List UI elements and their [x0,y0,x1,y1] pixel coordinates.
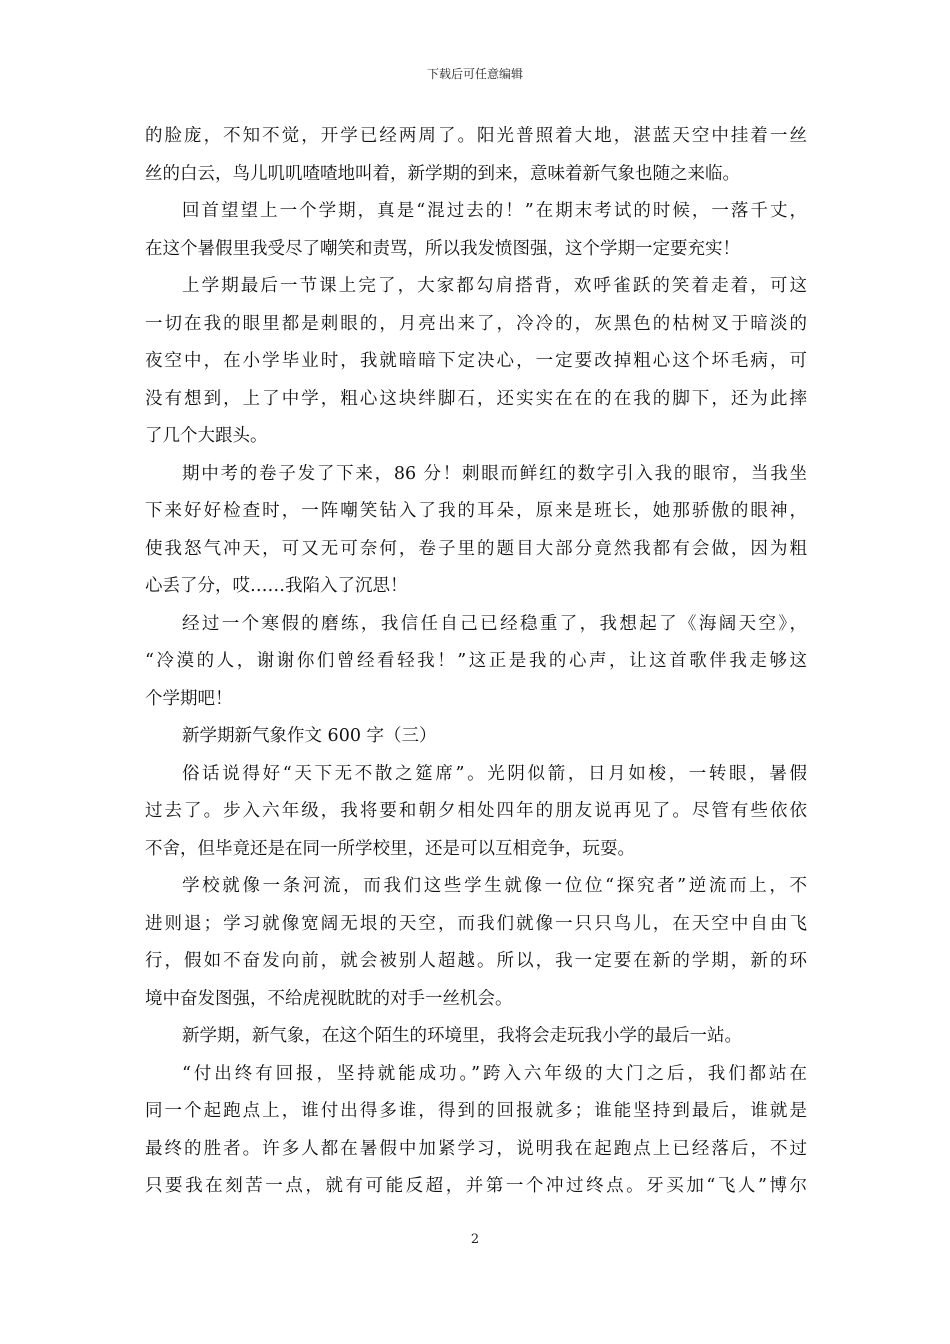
page-header: 下载后可任意编辑 [426,67,523,81]
paragraph [145,118,807,193]
text-line: “付出终有回报，坚持就能成功。”跨入六年级的大门之后，我们都站在 [182,1063,807,1084]
text-line: 在这个暑假里我受尽了嘲笑和责骂，所以我发愤图强，这个学期一定要充实！ [145,238,740,259]
paragraph [145,718,807,756]
text-line: 回首望望上一个学期，真是“混过去的！”在期末考试的时候，一落千丈， [182,201,807,221]
text-line: 只要我在刻苦一点，就有可能反超，并第一个冲过终点。牙买加“飞人”博尔 [145,1176,807,1196]
text-line: 上学期最后一节课上完了，大家都勾肩搭背，欢呼雀跃的笑着走着，可这 [182,276,807,296]
text-line: 新学期新气象作文 600 字（三） [182,726,437,746]
text-line: 的脸庞，不知不觉，开学已经两周了。阳光普照着大地，湛蓝天空中挂着一丝 [145,126,807,146]
paragraph [145,1018,807,1056]
paragraph [145,756,807,869]
text-line: 进则退；学习就像宽阔无垠的天空，而我们就像一只只鸟儿，在天空中自由飞 [145,913,807,934]
text-line: 了几个大跟头。 [145,426,268,446]
text-line: “冷漠的人，谢谢你们曾经看轻我！”这正是我的心声，让这首歌伴我走够这 [145,651,807,671]
text-line: 境中奋发图强，不给虎视眈眈的对手一丝机会。 [145,988,513,1009]
text-line: 新学期，新气象，在这个陌生的环境里，我将会走玩我小学的最后一站。 [182,1026,742,1046]
paragraph [145,1056,807,1206]
text-line: 最终的胜者。许多人都在暑假中加紧学习，说明我在起跑点上已经落后，不过 [145,1138,807,1159]
paragraph [145,193,807,268]
paragraph [145,268,807,456]
paragraph [145,606,807,719]
paragraph [145,456,807,606]
text-line: 学校就像一条河流，而我们这些学生就像一位位“探究者”逆流而上，不 [182,876,807,896]
text-line: 俗话说得好“天下无不散之筵席”。光阴似箭，日月如梭，一转眼，暑假 [182,763,807,784]
text-line: 下来好好检查时，一阵嘲笑钻入了我的耳朵，原来是班长，她那骄傲的眼神， [145,501,807,521]
text-line: 期中考的卷子发了下来，86 分！刺眼而鲜红的数字引入我的眼帘，当我坐 [182,463,807,484]
text-line: 不舍，但毕竟还是在同一所学校里，还是可以互相竞争，玩耍。 [145,838,635,859]
text-line: 丝的白云，鸟儿叽叽喳喳地叫着，新学期的到来，意味着新气象也随之来临。 [145,163,740,184]
text-line: 一切在我的眼里都是刺眼的，月亮出来了，冷冷的，灰黑色的枯树叉于暗淡的 [145,313,807,334]
text-line: 夜空中，在小学毕业时，我就暗暗下定决心，一定要改掉粗心这个坏毛病，可 [145,351,807,371]
text-line: 心丢了分，哎……我陷入了沉思！ [145,576,408,596]
text-line: 经过一个寒假的磨练，我信任自己已经稳重了，我想起了《海阔天空》， [182,613,807,634]
text-line: 行，假如不奋发向前，就会被别人超越。所以，我一定要在新的学期，新的环 [145,951,807,971]
page-number: 2 [470,1232,480,1247]
text-line: 个学期吧！ [145,688,233,709]
text-line: 没有想到，上了中学，粗心这块绊脚石，还实实在在的在我的脚下，还为此摔 [145,388,807,409]
document-body [145,118,807,1206]
text-line: 使我怒气冲天，可又无可奈何，卷子里的题目大部分竟然我都有会做，因为粗 [145,538,807,559]
paragraph [145,868,807,1018]
text-line: 同一个起跑点上，谁付出得多谁，得到的回报就多；谁能坚持到最后，谁就是 [145,1101,807,1121]
text-line: 过去了。步入六年级，我将要和朝夕相处四年的朋友说再见了。尽管有些依依 [145,801,807,821]
